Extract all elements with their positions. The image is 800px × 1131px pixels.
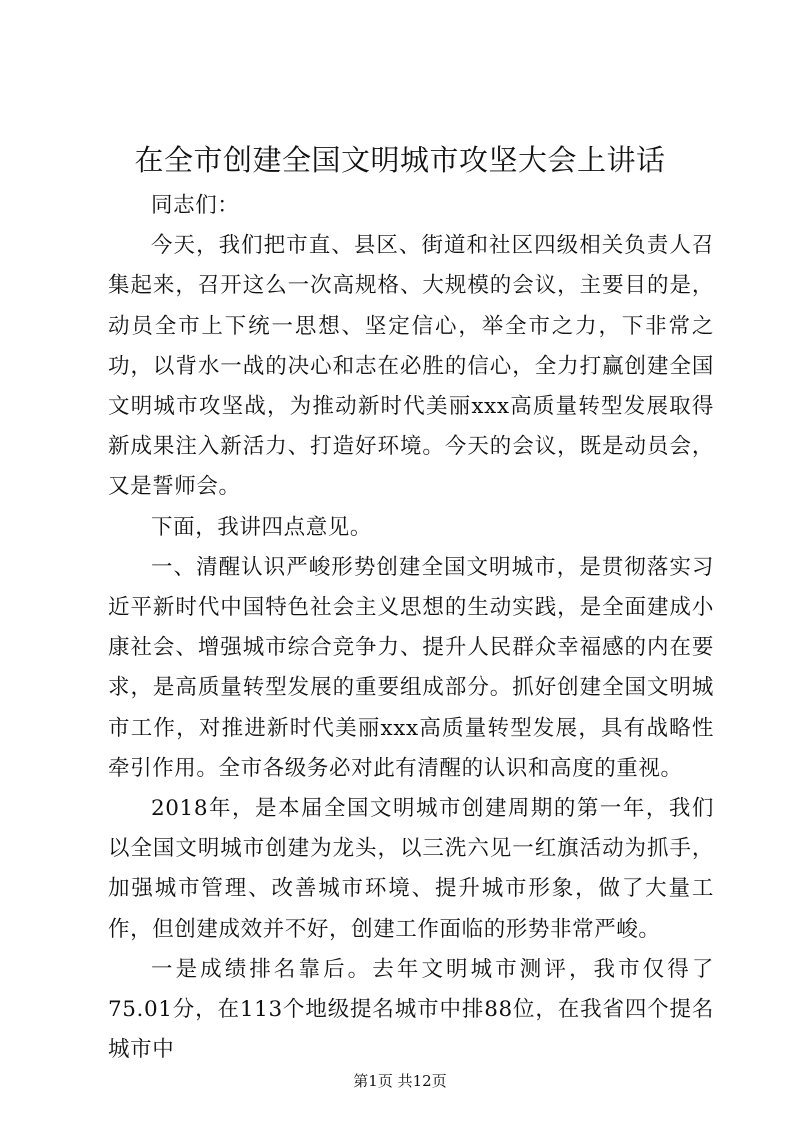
paragraph-opening: 今天，我们把市直、县区、街道和社区四级相关负责人召集起来，召开这么一次高规格、大规模的会议，主要目的是，动员全市上下统一思想、坚定信心，举全市之力，下非常之功，以背水一战的决心和志在必胜的信心，全力打赢创建全国文明城市攻坚战，为推动新时代美丽xxx高质量转型发展取得新成果注入新活力、打造好环境。今天的会议，既是动员会，又是誓师会。	[108, 233, 714, 500]
paragraph-greeting: 同志们：	[151, 193, 240, 218]
page-number-footer: 第1页 共12页	[353, 1072, 447, 1090]
paragraph-2018-review: 2018年，是本届全国文明城市创建周期的第一年，我们以全国文明城市创建为龙头，以三洗六见一红旗活动为抓手，加强城市管理、改善城市环境、提升城市形象，做了大量工作，但创建成效并不好，创建工作面临的形势非常严峻。	[108, 796, 714, 942]
document-title: 在全市创建全国文明城市攻坚大会上讲话	[134, 143, 666, 177]
paragraph-point-one: 一、清醒认识严峻形势创建全国文明城市，是贯彻落实习近平新时代中国特色社会主义思想的生动实践，是全面建成小康社会、增强城市综合竞争力、提升人民群众幸福感的内在要求，是高质量转型发展的重要组成部分。抓好创建全国文明城市工作，对推进新时代美丽xxx高质量转型发展，具有战略性牵引作用。全市各级务必对此有清醒的认识和高度的重视。	[108, 554, 714, 781]
document-body	[108, 186, 714, 1070]
paragraph-ranking: 一是成绩排名靠后。去年文明城市测评，我市仅得了75.01分，在113个地级提名城市中排88位，在我省四个提名城市中	[108, 956, 714, 1063]
paragraph-intro-points: 下面，我讲四点意见。	[151, 514, 373, 540]
